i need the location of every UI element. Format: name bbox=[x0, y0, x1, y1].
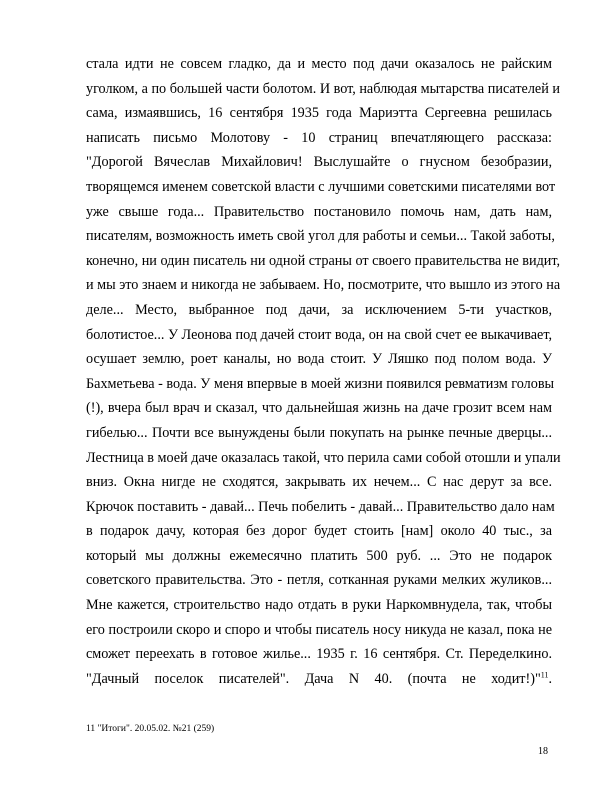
text-line: сама, измаявшись, 16 сентября 1935 года Мариэтта Сергеевна решилась bbox=[86, 105, 552, 122]
footnote-reference: 11 bbox=[540, 670, 549, 680]
text-line: осушает землю, роет каналы, но вода стоит. У Ляшко под полом вода. У bbox=[86, 351, 552, 368]
text-line-last bbox=[86, 667, 552, 692]
text-line: его построили скоро и споро и чтобы писатель носу никуда не казал, пока не bbox=[86, 621, 552, 638]
text-line: уголком, а по большей части болотом. И вот, наблюдая мытарства писателей и bbox=[86, 80, 560, 97]
page-number: 18 bbox=[538, 746, 548, 757]
text-line: вниз. Окна нигде не сходятся, закрывать их нечем... С нас дерут за все. bbox=[86, 474, 552, 491]
text-line: уже свыше года... Правительство постановило помочь нам, дать нам, bbox=[86, 203, 552, 220]
text-line: написать письмо Молотову - 10 страниц впечатляющего рассказа: bbox=[86, 129, 552, 146]
text-line: деле... Место, выбранное под дачи, за исключением 5-ти участков, bbox=[86, 301, 552, 318]
text-line: Бахметьева - вода. У меня впервые в моей жизни появился ревматизм головы bbox=[86, 375, 555, 392]
text-line: Лестница в моей даче оказалась такой, что перила сами собой отошли и упали bbox=[86, 449, 561, 466]
text-line: (!), вчера был врач и сказал, что дальнейшая жизнь на даче грозит всем нам bbox=[86, 400, 552, 417]
text-line: Мне кажется, строительство надо отдать в руки Наркомвнудела, так, чтобы bbox=[86, 597, 552, 614]
text-line-content: "Дачный поселок писателей". Дача N 40. (почта не ходит!)" bbox=[86, 670, 541, 687]
text-line: творящемся именем советской власти с лучшими советскими писателями вот bbox=[86, 178, 556, 195]
text-line: конечно, ни один писатель ни одной страны от своего правительства не видит, bbox=[86, 252, 561, 269]
text-line: гибелью... Почти все вынуждены были покупать на рынке печные дверцы... bbox=[86, 424, 552, 441]
footnote-reference-punct: . bbox=[548, 670, 552, 687]
text-line: стала идти не совсем гладко, да и место под дачи оказалось не райским bbox=[86, 56, 552, 72]
text-line: и мы это знаем и никогда не забываем. Но, посмотрите, что вышло из этого на bbox=[86, 277, 561, 294]
text-line: Крючок поставить - давай... Печь побелить - давай... Правительство дало нам bbox=[86, 498, 555, 515]
text-line: советского правительства. Это - петля, сотканная руками мелких жуликов... bbox=[86, 572, 552, 589]
body-text bbox=[86, 52, 561, 691]
text-line: болотистое... У Леонова под дачей стоит вода, он на свой счет ее выкачивает, bbox=[86, 326, 553, 343]
footnote-divider bbox=[86, 716, 226, 717]
footnote: 11 "Итоги". 20.05.02. №21 (259) bbox=[86, 724, 215, 734]
text-line: сможет переехать в готовое жилье... 1935 г. 16 сентября. Ст. Переделкино. bbox=[86, 646, 552, 663]
text-line: писателям, возможность иметь свой угол для работы и семьи... Такой заботы, bbox=[86, 228, 555, 245]
text-line: в подарок дачу, которая без дорог будет стоить [нам] около 40 тыс., за bbox=[86, 523, 552, 540]
text-line: "Дорогой Вячеслав Михайлович! Выслушайте о гнусном безобразии, bbox=[86, 154, 552, 171]
text-line: который мы должны ежемесячно платить 500 руб. ... Это не подарок bbox=[86, 547, 552, 564]
